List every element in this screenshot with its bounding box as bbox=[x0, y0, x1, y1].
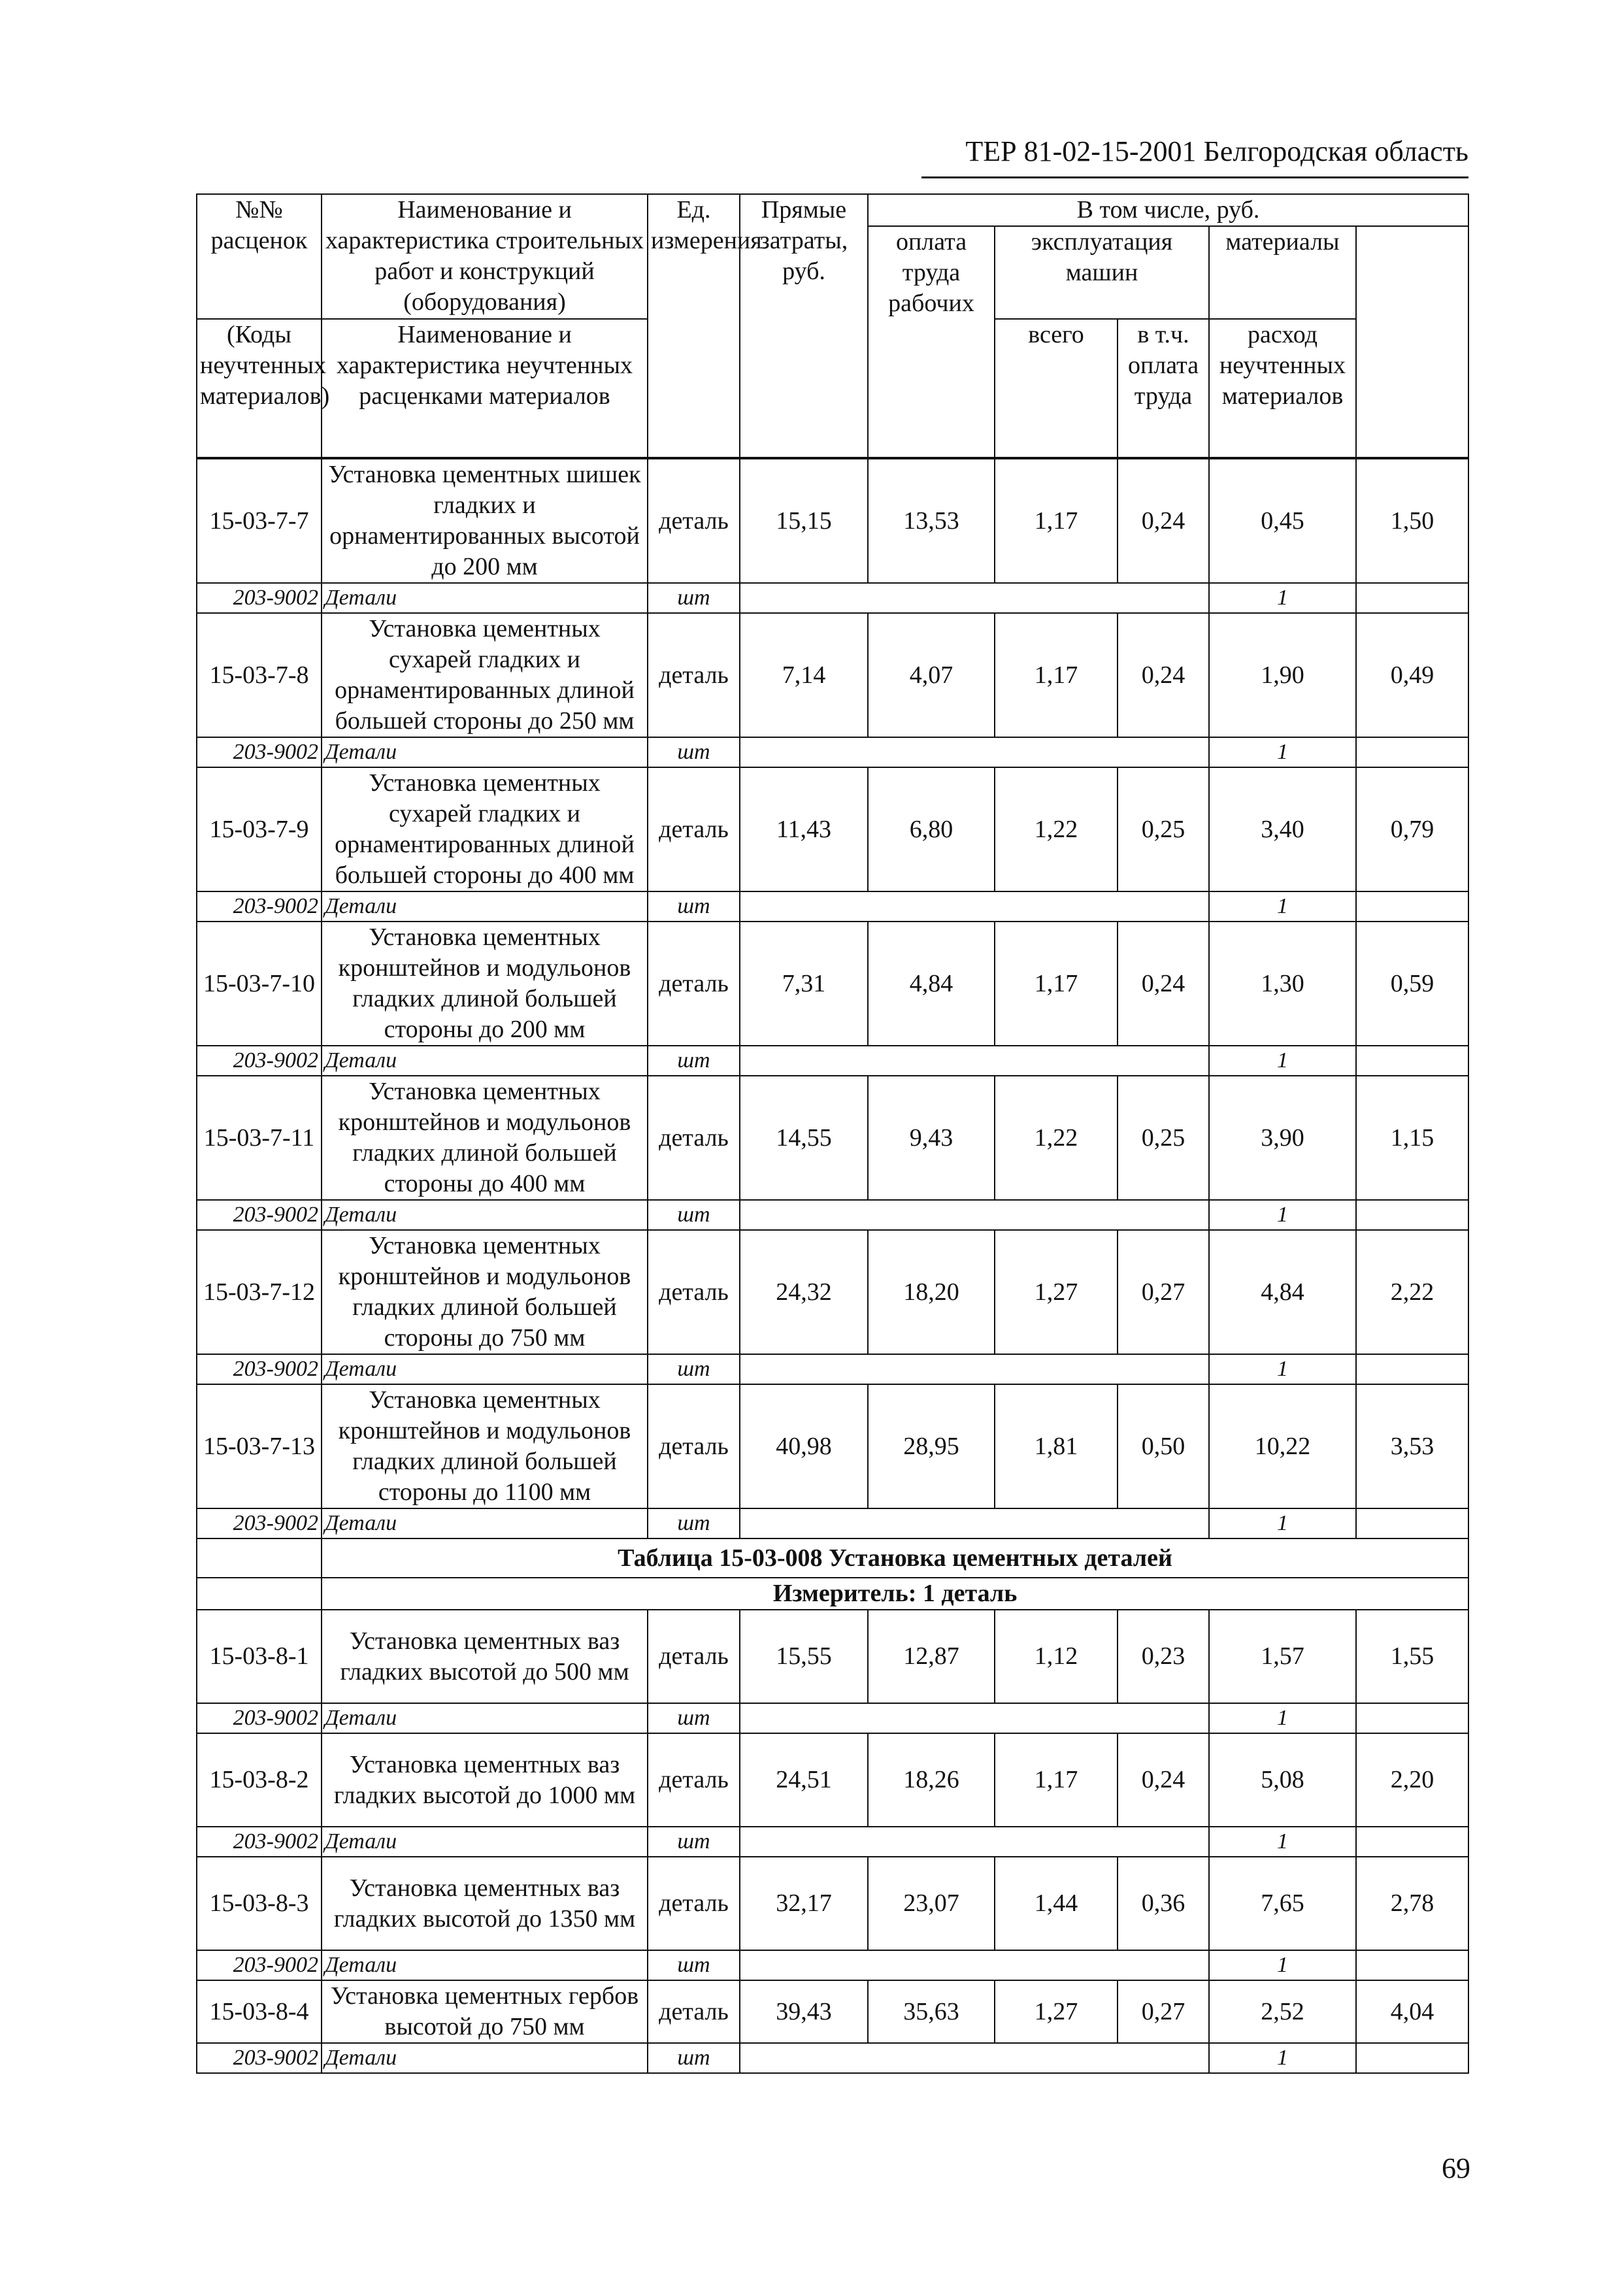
rate-unit: деталь bbox=[648, 458, 740, 583]
rate-materials: 1,90 bbox=[1209, 613, 1356, 737]
rate-wage: 12,87 bbox=[868, 1610, 995, 1703]
rate-code: 15-03-7-9 bbox=[197, 767, 322, 891]
rate-wage: 23,07 bbox=[868, 1857, 995, 1950]
material-empty bbox=[740, 1703, 1209, 1733]
rate-description: Установка цементных кронштейнов и модульонов гладких длиной большей стороны до 200 мм bbox=[322, 922, 648, 1046]
header-materials: материалы bbox=[1209, 226, 1356, 319]
rate-labor: 2,78 bbox=[1356, 1857, 1468, 1950]
rate-machines-wage: 0,24 bbox=[1118, 1733, 1209, 1827]
rate-machines-total: 1,17 bbox=[995, 922, 1118, 1046]
material-row bbox=[197, 1200, 1468, 1230]
rate-description: Установка цементных шишек гладких и орнаментированных высотой до 200 мм bbox=[322, 458, 648, 583]
rate-machines-total: 1,17 bbox=[995, 1733, 1118, 1827]
rate-unit: деталь bbox=[648, 1610, 740, 1703]
rate-unit: деталь bbox=[648, 1733, 740, 1827]
rate-materials: 10,22 bbox=[1209, 1384, 1356, 1508]
material-qty: 1 bbox=[1209, 1827, 1356, 1857]
rate-labor: 0,79 bbox=[1356, 767, 1468, 891]
material-name: Детали bbox=[322, 1046, 648, 1076]
rate-machines-total: 1,44 bbox=[995, 1857, 1118, 1950]
material-empty-end bbox=[1356, 1950, 1468, 1980]
rate-code: 15-03-8-2 bbox=[197, 1733, 322, 1827]
header-machines-wage: в т.ч. оплата труда bbox=[1118, 319, 1209, 458]
material-code: 203-9002 bbox=[197, 1508, 322, 1538]
rate-machines-wage: 0,24 bbox=[1118, 458, 1209, 583]
material-empty bbox=[740, 2043, 1209, 2073]
rate-materials: 0,45 bbox=[1209, 458, 1356, 583]
rate-materials: 1,57 bbox=[1209, 1610, 1356, 1703]
rate-machines-total: 1,12 bbox=[995, 1610, 1118, 1703]
material-row bbox=[197, 1508, 1468, 1538]
table-caption: Таблица 15-03-008 Установка цементных деталей bbox=[322, 1538, 1468, 1578]
rate-direct-costs: 40,98 bbox=[740, 1384, 868, 1508]
material-empty-end bbox=[1356, 1703, 1468, 1733]
material-row bbox=[197, 891, 1468, 922]
header-name-top: Наименование и характеристика строительных работ и конструкций (оборудования) bbox=[322, 194, 648, 319]
rate-materials: 1,30 bbox=[1209, 922, 1356, 1046]
rate-code: 15-03-7-13 bbox=[197, 1384, 322, 1508]
rate-machines-total: 1,27 bbox=[995, 1230, 1118, 1354]
material-code: 203-9002 bbox=[197, 1950, 322, 1980]
rate-direct-costs: 14,55 bbox=[740, 1076, 868, 1200]
material-row bbox=[197, 1703, 1468, 1733]
header-unit: Ед. измерения bbox=[648, 194, 740, 458]
rate-description: Установка цементных кронштейнов и модульонов гладких длиной большей стороны до 400 мм bbox=[322, 1076, 648, 1200]
rate-machines-total: 1,22 bbox=[995, 1076, 1118, 1200]
rate-row bbox=[197, 1610, 1468, 1703]
material-name: Детали bbox=[322, 1508, 648, 1538]
material-empty bbox=[740, 1508, 1209, 1538]
rates-table bbox=[196, 193, 1469, 2074]
header-including: В том числе, руб. bbox=[868, 194, 1468, 226]
rate-labor: 0,59 bbox=[1356, 922, 1468, 1046]
rate-direct-costs: 24,32 bbox=[740, 1230, 868, 1354]
rate-row bbox=[197, 767, 1468, 891]
rate-description: Установка цементных ваз гладких высотой до 500 мм bbox=[322, 1610, 648, 1703]
material-code: 203-9002 bbox=[197, 583, 322, 613]
table-caption-row bbox=[197, 1538, 1468, 1578]
rate-machines-wage: 0,50 bbox=[1118, 1384, 1209, 1508]
rate-unit: деталь bbox=[648, 1857, 740, 1950]
table-measure: Измеритель: 1 деталь bbox=[322, 1578, 1468, 1610]
rate-description: Установка цементных сухарей гладких и орнаментированных длиной большей стороны до 400 мм bbox=[322, 767, 648, 891]
rate-row bbox=[197, 1230, 1468, 1354]
material-qty: 1 bbox=[1209, 2043, 1356, 2073]
material-qty: 1 bbox=[1209, 1950, 1356, 1980]
material-code: 203-9002 bbox=[197, 1046, 322, 1076]
rate-labor: 2,22 bbox=[1356, 1230, 1468, 1354]
rate-direct-costs: 11,43 bbox=[740, 767, 868, 891]
rate-code: 15-03-7-10 bbox=[197, 922, 322, 1046]
material-qty: 1 bbox=[1209, 1703, 1356, 1733]
material-empty-end bbox=[1356, 1508, 1468, 1538]
rate-unit: деталь bbox=[648, 1980, 740, 2043]
material-empty-end bbox=[1356, 1200, 1468, 1230]
page-number: 69 bbox=[1442, 2152, 1470, 2184]
material-unit: шт bbox=[648, 583, 740, 613]
material-unit: шт bbox=[648, 1703, 740, 1733]
material-unit: шт bbox=[648, 1827, 740, 1857]
rate-materials: 3,90 bbox=[1209, 1076, 1356, 1200]
rate-machines-total: 1,17 bbox=[995, 458, 1118, 583]
rate-direct-costs: 15,15 bbox=[740, 458, 868, 583]
header-name-bottom: Наименование и характеристика неучтенных расценками материалов bbox=[322, 319, 648, 458]
material-empty-end bbox=[1356, 1827, 1468, 1857]
rate-machines-wage: 0,23 bbox=[1118, 1610, 1209, 1703]
rate-code: 15-03-7-12 bbox=[197, 1230, 322, 1354]
rate-wage: 35,63 bbox=[868, 1980, 995, 2043]
material-code: 203-9002 bbox=[197, 1703, 322, 1733]
rate-labor: 1,50 bbox=[1356, 458, 1468, 583]
page-header: ТЕР 81-02-15-2001 Белгородская область bbox=[921, 133, 1468, 178]
rate-wage: 4,84 bbox=[868, 922, 995, 1046]
material-empty-end bbox=[1356, 1046, 1468, 1076]
table-measure-row bbox=[197, 1578, 1468, 1610]
rate-machines-wage: 0,24 bbox=[1118, 613, 1209, 737]
material-qty: 1 bbox=[1209, 1200, 1356, 1230]
material-unit: шт bbox=[648, 737, 740, 767]
material-qty: 1 bbox=[1209, 1354, 1356, 1384]
material-code: 203-9002 bbox=[197, 737, 322, 767]
rate-unit: деталь bbox=[648, 1076, 740, 1200]
material-row bbox=[197, 2043, 1468, 2073]
material-empty bbox=[740, 1950, 1209, 1980]
rate-wage: 13,53 bbox=[868, 458, 995, 583]
rate-unit: деталь bbox=[648, 767, 740, 891]
rate-wage: 18,20 bbox=[868, 1230, 995, 1354]
rate-row bbox=[197, 1980, 1468, 2043]
header-wage: оплата труда рабочих bbox=[868, 226, 995, 458]
rate-direct-costs: 15,55 bbox=[740, 1610, 868, 1703]
material-row bbox=[197, 1354, 1468, 1384]
material-empty-end bbox=[1356, 2043, 1468, 2073]
rate-labor: 4,04 bbox=[1356, 1980, 1468, 2043]
rate-unit: деталь bbox=[648, 1384, 740, 1508]
header-machines: эксплуатация машин bbox=[995, 226, 1209, 319]
material-empty-end bbox=[1356, 891, 1468, 922]
material-qty: 1 bbox=[1209, 891, 1356, 922]
rate-description: Установка цементных сухарей гладких и орнаментированных длиной большей стороны до 250 мм bbox=[322, 613, 648, 737]
rate-unit: деталь bbox=[648, 613, 740, 737]
measure-code-cell bbox=[197, 1578, 322, 1610]
header-direct-costs: Прямые затраты, руб. bbox=[740, 194, 868, 458]
rate-machines-total: 1,22 bbox=[995, 767, 1118, 891]
rate-direct-costs: 39,43 bbox=[740, 1980, 868, 2043]
material-code: 203-9002 bbox=[197, 1827, 322, 1857]
rate-labor: 1,15 bbox=[1356, 1076, 1468, 1200]
material-name: Детали bbox=[322, 1200, 648, 1230]
material-name: Детали bbox=[322, 891, 648, 922]
rate-direct-costs: 7,14 bbox=[740, 613, 868, 737]
material-unit: шт bbox=[648, 2043, 740, 2073]
rate-machines-wage: 0,24 bbox=[1118, 922, 1209, 1046]
material-row bbox=[197, 1827, 1468, 1857]
rate-description: Установка цементных кронштейнов и модульонов гладких длиной большей стороны до 1100 мм bbox=[322, 1384, 648, 1508]
rate-labor: 2,20 bbox=[1356, 1733, 1468, 1827]
rate-wage: 28,95 bbox=[868, 1384, 995, 1508]
rate-materials: 4,84 bbox=[1209, 1230, 1356, 1354]
header-code-top: №№ расценок bbox=[197, 194, 322, 319]
rate-direct-costs: 32,17 bbox=[740, 1857, 868, 1950]
rate-machines-wage: 0,27 bbox=[1118, 1980, 1209, 2043]
material-empty bbox=[740, 737, 1209, 767]
rate-code: 15-03-7-11 bbox=[197, 1076, 322, 1200]
rate-row bbox=[197, 1076, 1468, 1200]
rate-description: Установка цементных ваз гладких высотой до 1000 мм bbox=[322, 1733, 648, 1827]
material-empty bbox=[740, 1827, 1209, 1857]
material-unit: шт bbox=[648, 1950, 740, 1980]
material-empty-end bbox=[1356, 583, 1468, 613]
material-unit: шт bbox=[648, 1508, 740, 1538]
material-qty: 1 bbox=[1209, 1508, 1356, 1538]
rate-row bbox=[197, 613, 1468, 737]
material-empty-end bbox=[1356, 737, 1468, 767]
material-unit: шт bbox=[648, 1046, 740, 1076]
rate-direct-costs: 7,31 bbox=[740, 922, 868, 1046]
material-code: 203-9002 bbox=[197, 891, 322, 922]
material-name: Детали bbox=[322, 1703, 648, 1733]
rate-machines-wage: 0,25 bbox=[1118, 767, 1209, 891]
rate-wage: 9,43 bbox=[868, 1076, 995, 1200]
rate-wage: 6,80 bbox=[868, 767, 995, 891]
rate-direct-costs: 24,51 bbox=[740, 1733, 868, 1827]
material-name: Детали bbox=[322, 1354, 648, 1384]
material-code: 203-9002 bbox=[197, 1200, 322, 1230]
material-name: Детали bbox=[322, 1827, 648, 1857]
material-unit: шт bbox=[648, 1200, 740, 1230]
material-empty bbox=[740, 1200, 1209, 1230]
material-qty: 1 bbox=[1209, 1046, 1356, 1076]
rate-row bbox=[197, 1384, 1468, 1508]
rate-wage: 4,07 bbox=[868, 613, 995, 737]
material-qty: 1 bbox=[1209, 737, 1356, 767]
rate-code: 15-03-8-3 bbox=[197, 1857, 322, 1950]
rate-code: 15-03-7-7 bbox=[197, 458, 322, 583]
rate-code: 15-03-7-8 bbox=[197, 613, 322, 737]
rate-description: Установка цементных ваз гладких высотой до 1350 мм bbox=[322, 1857, 648, 1950]
material-empty bbox=[740, 583, 1209, 613]
material-empty bbox=[740, 891, 1209, 922]
rate-machines-wage: 0,25 bbox=[1118, 1076, 1209, 1200]
rate-description: Установка цементных гербов высотой до 750 мм bbox=[322, 1980, 648, 2043]
header-row-1 bbox=[197, 194, 1468, 226]
rate-row bbox=[197, 458, 1468, 583]
material-name: Детали bbox=[322, 2043, 648, 2073]
material-empty-end bbox=[1356, 1354, 1468, 1384]
rate-machines-total: 1,17 bbox=[995, 613, 1118, 737]
rate-row bbox=[197, 922, 1468, 1046]
header-machines-total: всего bbox=[995, 319, 1118, 458]
material-row bbox=[197, 737, 1468, 767]
material-row bbox=[197, 1950, 1468, 1980]
rate-machines-wage: 0,36 bbox=[1118, 1857, 1209, 1950]
rate-row bbox=[197, 1857, 1468, 1950]
rate-materials: 2,52 bbox=[1209, 1980, 1356, 2043]
rate-code: 15-03-8-4 bbox=[197, 1980, 322, 2043]
rate-materials: 3,40 bbox=[1209, 767, 1356, 891]
material-row bbox=[197, 583, 1468, 613]
material-empty bbox=[740, 1046, 1209, 1076]
material-unit: шт bbox=[648, 891, 740, 922]
rate-materials: 5,08 bbox=[1209, 1733, 1356, 1827]
rate-row bbox=[197, 1733, 1468, 1827]
material-row bbox=[197, 1046, 1468, 1076]
rate-machines-wage: 0,27 bbox=[1118, 1230, 1209, 1354]
rate-machines-total: 1,27 bbox=[995, 1980, 1118, 2043]
caption-code-cell bbox=[197, 1538, 322, 1578]
material-empty bbox=[740, 1354, 1209, 1384]
rate-wage: 18,26 bbox=[868, 1733, 995, 1827]
rate-labor: 0,49 bbox=[1356, 613, 1468, 737]
material-name: Детали bbox=[322, 737, 648, 767]
rate-code: 15-03-8-1 bbox=[197, 1610, 322, 1703]
rate-description: Установка цементных кронштейнов и модульонов гладких длиной большей стороны до 750 мм bbox=[322, 1230, 648, 1354]
rate-unit: деталь bbox=[648, 922, 740, 1046]
material-qty: 1 bbox=[1209, 583, 1356, 613]
rate-unit: деталь bbox=[648, 1230, 740, 1354]
header-material-consumption: расход неучтенных материалов bbox=[1209, 319, 1356, 458]
material-unit: шт bbox=[648, 1354, 740, 1384]
rate-labor: 3,53 bbox=[1356, 1384, 1468, 1508]
rate-machines-total: 1,81 bbox=[995, 1384, 1118, 1508]
rate-labor: 1,55 bbox=[1356, 1610, 1468, 1703]
material-code: 203-9002 bbox=[197, 2043, 322, 2073]
material-name: Детали bbox=[322, 1950, 648, 1980]
material-code: 203-9002 bbox=[197, 1354, 322, 1384]
header-code-bottom: (Коды неучтенных материалов) bbox=[197, 319, 322, 458]
material-name: Детали bbox=[322, 583, 648, 613]
rate-materials: 7,65 bbox=[1209, 1857, 1356, 1950]
